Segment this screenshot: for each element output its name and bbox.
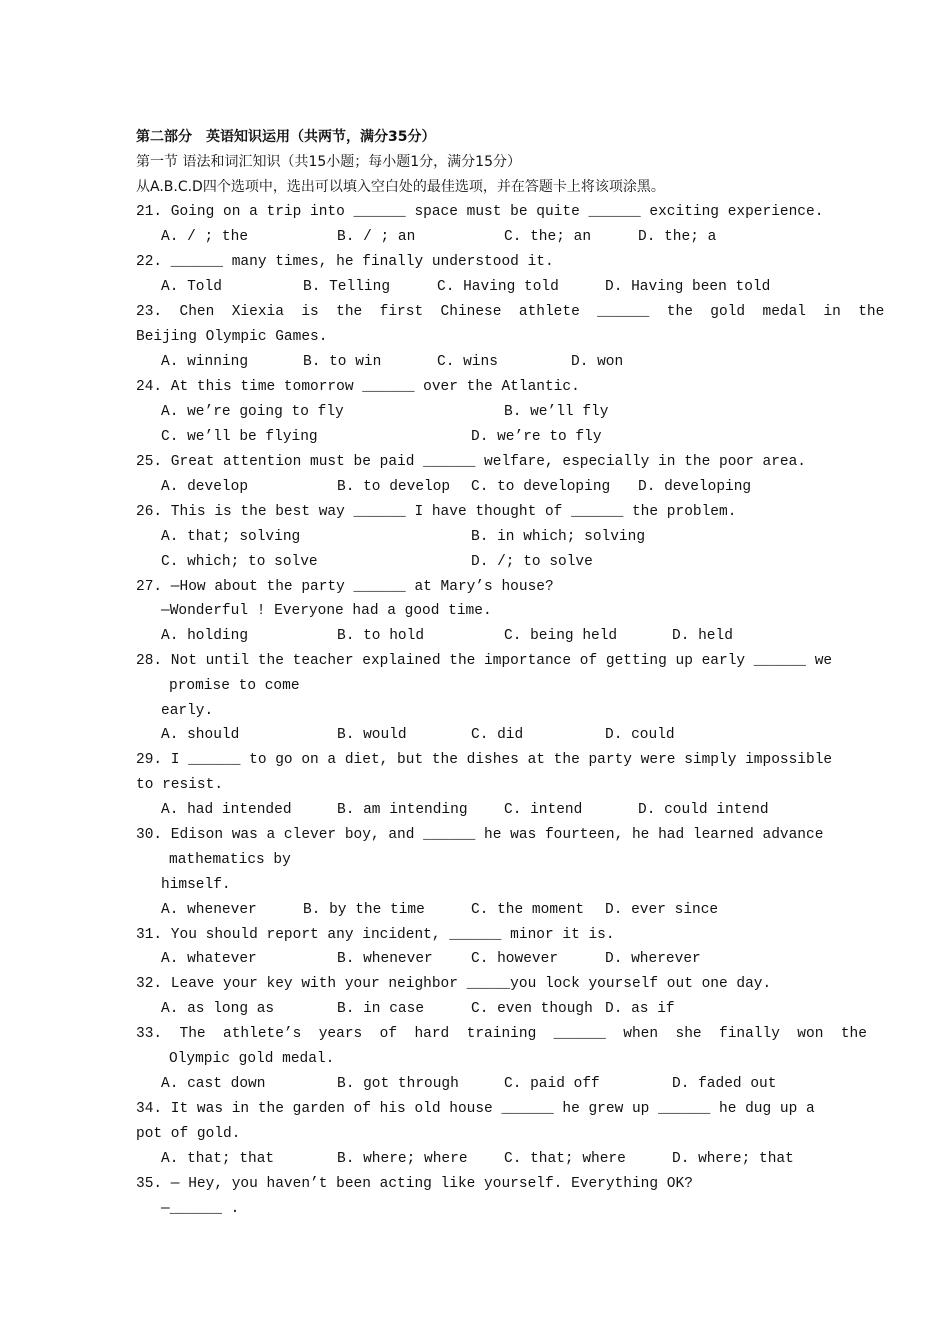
instruction: 从A.B.C.D四个选项中，选出可以填入空白处的最佳选项，并在答题卡上将该项涂黑。 bbox=[136, 179, 665, 195]
q26-option-d: D. /; to solve bbox=[471, 554, 593, 570]
question-30-stem-end: himself. bbox=[161, 877, 231, 893]
q32-option-b: B. in case bbox=[337, 1001, 425, 1017]
q26-option-c: C. which; to solve bbox=[161, 554, 318, 570]
q27-option-c: C. being held bbox=[504, 628, 618, 644]
question-26-stem: 26. This is the best way ______ I have thought of ______ the problem. bbox=[136, 504, 737, 520]
q21-option-d: D. the; a bbox=[638, 229, 717, 245]
q31-option-c: C. however bbox=[471, 951, 559, 967]
q23-option-c: C. wins bbox=[437, 354, 498, 370]
q21-option-c: C. the; an bbox=[504, 229, 592, 245]
q25-option-a: A. develop bbox=[161, 479, 249, 495]
q21-option-a: A. / ; the bbox=[161, 229, 249, 245]
question-21-stem: 21. Going on a trip into ______ space must be quite ______ exciting experience. bbox=[136, 204, 824, 220]
part-title: 第二部分 英语知识运用（共两节，满分35分） bbox=[136, 129, 436, 145]
q31-option-b: B. whenever bbox=[337, 951, 433, 967]
question-31-stem: 31. You should report any incident, ______ minor it is. bbox=[136, 927, 615, 943]
question-24-stem: 24. At this time tomorrow ______ over the Atlantic. bbox=[136, 379, 580, 395]
q29-option-b: B. am intending bbox=[337, 802, 468, 818]
q29-option-d: D. could intend bbox=[638, 802, 769, 818]
q33-option-a: A. cast down bbox=[161, 1076, 266, 1092]
question-28-stem-cont: promise to come bbox=[169, 678, 300, 694]
q28-option-d: D. could bbox=[605, 727, 675, 743]
q22-option-b: B. Telling bbox=[303, 279, 391, 295]
q22-option-c: C. Having told bbox=[437, 279, 559, 295]
q30-option-b: B. by the time bbox=[303, 902, 425, 918]
question-29-stem-cont: to resist. bbox=[136, 777, 224, 793]
q31-option-a: A. whatever bbox=[161, 951, 257, 967]
q24-option-d: D. we’re to fly bbox=[471, 429, 602, 445]
question-34-stem: 34. It was in the garden of his old house ______ he grew up ______ he dug up a bbox=[136, 1101, 815, 1117]
question-27-reply: —Wonderful ! Everyone had a good time. bbox=[161, 603, 492, 619]
question-23-stem: 23. Chen Xiexia is the first Chinese athlete ______ the gold medal in the bbox=[136, 304, 885, 320]
section-title: 第一节 语法和词汇知识（共15小题；每小题1分，满分15分） bbox=[136, 154, 521, 170]
q25-option-b: B. to develop bbox=[337, 479, 451, 495]
q28-option-c: C. did bbox=[471, 727, 524, 743]
q22-option-a: A. Told bbox=[161, 279, 222, 295]
question-25-stem: 25. Great attention must be paid ______ welfare, especially in the poor area. bbox=[136, 454, 807, 470]
q34-option-a: A. that; that bbox=[161, 1151, 275, 1167]
q34-option-b: B. where; where bbox=[337, 1151, 468, 1167]
q33-option-b: B. got through bbox=[337, 1076, 459, 1092]
question-28-stem-end: early. bbox=[161, 703, 214, 719]
q27-option-d: D. held bbox=[672, 628, 733, 644]
q27-option-b: B. to hold bbox=[337, 628, 425, 644]
q34-option-c: C. that; where bbox=[504, 1151, 626, 1167]
q24-option-b: B. we’ll fly bbox=[504, 404, 609, 420]
question-22-stem: 22. ______ many times, he finally understood it. bbox=[136, 254, 554, 270]
q23-option-b: B. to win bbox=[303, 354, 382, 370]
q24-option-c: C. we’ll be flying bbox=[161, 429, 318, 445]
q28-option-a: A. should bbox=[161, 727, 240, 743]
q23-option-d: D. won bbox=[571, 354, 624, 370]
q34-option-d: D. where; that bbox=[672, 1151, 794, 1167]
question-33-stem-cont: Olympic gold medal. bbox=[169, 1051, 335, 1067]
q30-option-c: C. the moment bbox=[471, 902, 585, 918]
question-28-stem: 28. Not until the teacher explained the importance of getting up early ______ we bbox=[136, 653, 833, 669]
question-32-stem: 32. Leave your key with your neighbor _____you lock yourself out one day. bbox=[136, 976, 772, 992]
q31-option-d: D. wherever bbox=[605, 951, 701, 967]
q29-option-c: C. intend bbox=[504, 802, 583, 818]
q22-option-d: D. Having been told bbox=[605, 279, 771, 295]
q33-option-c: C. paid off bbox=[504, 1076, 600, 1092]
q30-option-d: D. ever since bbox=[605, 902, 719, 918]
q33-option-d: D. faded out bbox=[672, 1076, 777, 1092]
question-30-stem-cont: mathematics by bbox=[169, 852, 291, 868]
q25-option-d: D. developing bbox=[638, 479, 752, 495]
question-29-stem: 29. I ______ to go on a diet, but the dishes at the party were simply impossible bbox=[136, 752, 833, 768]
q27-option-a: A. holding bbox=[161, 628, 249, 644]
q32-option-a: A. as long as bbox=[161, 1001, 275, 1017]
q25-option-c: C. to developing bbox=[471, 479, 611, 495]
q24-option-a: A. we’re going to fly bbox=[161, 404, 344, 420]
question-35-reply: —______ . bbox=[161, 1201, 240, 1217]
q26-option-b: B. in which; solving bbox=[471, 529, 646, 545]
q21-option-b: B. / ; an bbox=[337, 229, 416, 245]
q28-option-b: B. would bbox=[337, 727, 407, 743]
question-35-stem: 35. — Hey, you haven’t been acting like yourself. Everything OK? bbox=[136, 1176, 693, 1192]
question-34-stem-cont: pot of gold. bbox=[136, 1126, 241, 1142]
question-33-stem: 33. The athlete’s years of hard training ______ when she finally won the bbox=[136, 1026, 867, 1042]
q32-option-d: D. as if bbox=[605, 1001, 675, 1017]
q29-option-a: A. had intended bbox=[161, 802, 292, 818]
q23-option-a: A. winning bbox=[161, 354, 249, 370]
question-23-stem-cont: Beijing Olympic Games. bbox=[136, 329, 328, 345]
q30-option-a: A. whenever bbox=[161, 902, 257, 918]
question-27-stem: 27. —How about the party ______ at Mary’s house? bbox=[136, 579, 554, 595]
q26-option-a: A. that; solving bbox=[161, 529, 301, 545]
question-30-stem: 30. Edison was a clever boy, and ______ he was fourteen, he had learned advance bbox=[136, 827, 824, 843]
q32-option-c: C. even though bbox=[471, 1001, 593, 1017]
